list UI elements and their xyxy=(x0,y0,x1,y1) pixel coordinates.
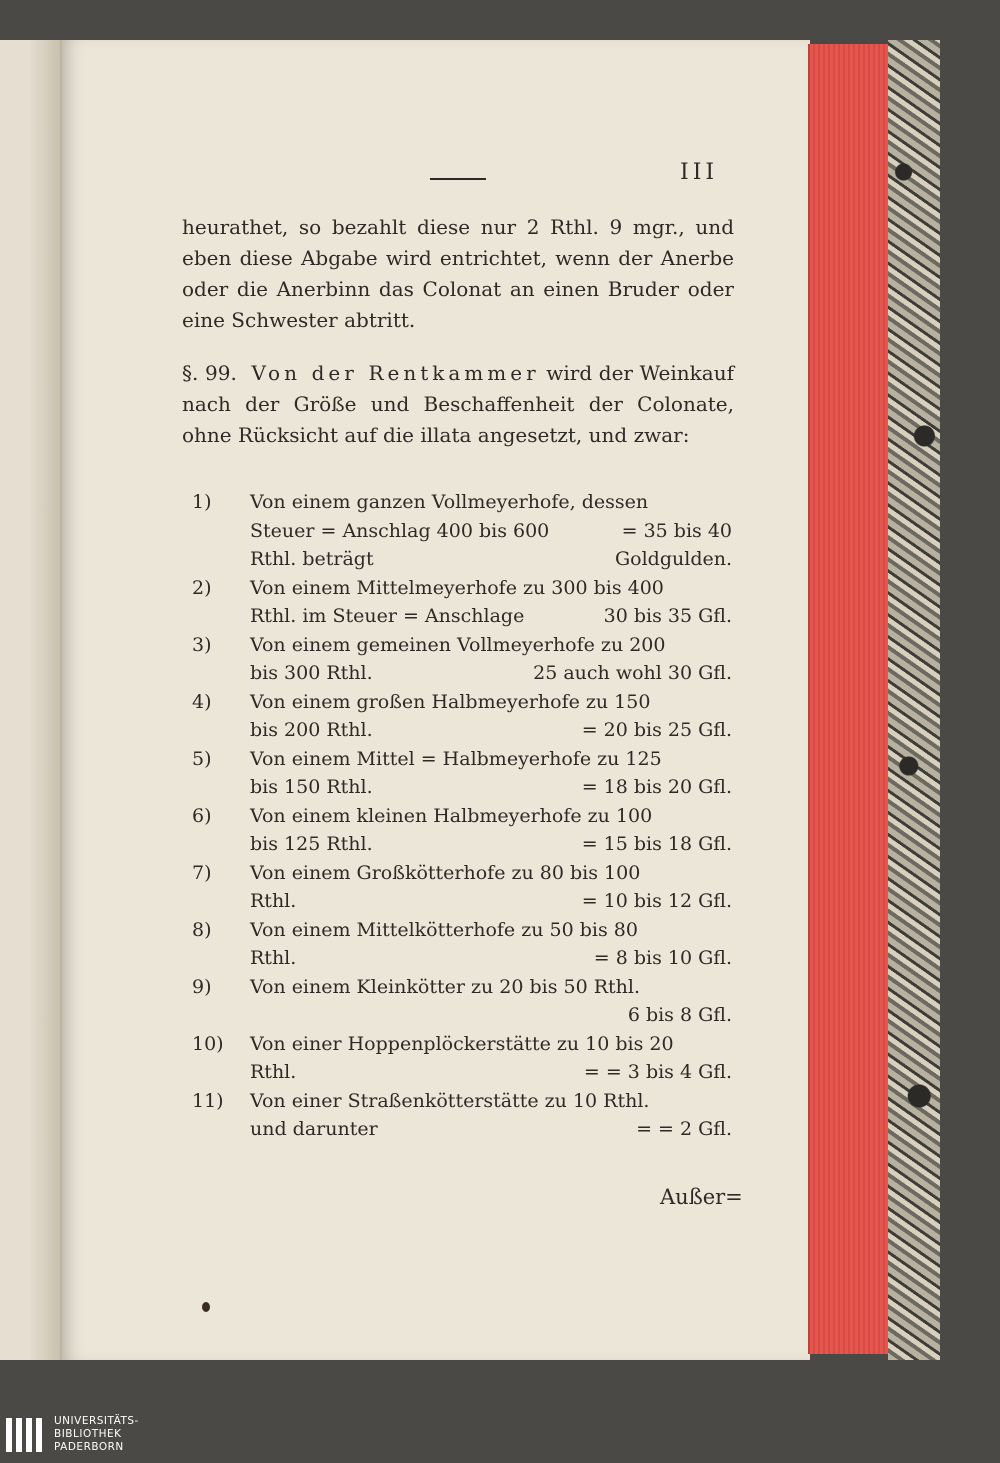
logo-line-3: PADERBORN xyxy=(54,1441,124,1453)
list-item-number: 10) xyxy=(192,1032,224,1055)
list-item-fee: = 20 bis 25 Gfl. xyxy=(581,719,732,741)
list-item-line-2 xyxy=(250,1058,732,1087)
list-item xyxy=(192,745,732,802)
list-item-line-2 xyxy=(250,602,732,631)
list-item xyxy=(192,1087,732,1144)
list-item-number: 7) xyxy=(192,861,212,884)
list-item-line: Von einem kleinen Halbmeyerhofe zu 100 xyxy=(250,804,653,827)
list-item-fee: 6 bis 8 Gfl. xyxy=(627,1004,732,1026)
list-item xyxy=(192,1030,732,1087)
page-number: III xyxy=(680,160,719,185)
list-item-fee: = 18 bis 20 Gfl. xyxy=(581,776,732,798)
list-item-description: Rthl. xyxy=(250,947,297,969)
list-item-line-2 xyxy=(250,659,732,688)
spaced-heading: Von der Rentkammer xyxy=(251,361,540,385)
list-item-line: Von einer Hoppenplöckerstätte zu 10 bis 20 xyxy=(250,1032,674,1055)
paragraph-section-99 xyxy=(182,358,734,451)
paragraph-text: wird der Weinkauf nach der Größe und Beschaffenheit der Colonate, ohne Rücksicht auf die illata angesetzt, und zwar: xyxy=(182,361,734,447)
list-item xyxy=(192,916,732,973)
header-rule xyxy=(430,178,486,180)
list-item-number: 11) xyxy=(192,1089,224,1112)
list-item-description: und darunter xyxy=(250,1118,378,1140)
list-item xyxy=(192,488,732,574)
left-page-gutter xyxy=(30,40,60,1360)
fee-list xyxy=(192,488,732,1144)
list-item-number: 2) xyxy=(192,576,212,599)
red-page-edges xyxy=(808,44,890,1354)
list-item-line: Von einem Mittel = Halbmeyerhofe zu 125 xyxy=(250,747,662,770)
library-logo-icon xyxy=(6,1418,46,1452)
book-page xyxy=(62,40,810,1360)
section-number: §. 99. xyxy=(182,361,237,385)
library-logo-text xyxy=(54,1415,139,1454)
list-item-fee: = 15 bis 18 Gfl. xyxy=(581,833,732,855)
list-item-line: Von einer Straßenkötterstätte zu 10 Rthl. xyxy=(250,1089,650,1112)
list-item-number: 4) xyxy=(192,690,212,713)
list-item-line-2 xyxy=(250,1115,732,1144)
marbled-cover xyxy=(888,40,940,1360)
list-item xyxy=(192,859,732,916)
list-item-description: Rthl. xyxy=(250,890,297,912)
list-item-line: Von einem gemeinen Vollmeyerhofe zu 200 xyxy=(250,633,666,656)
list-item-description: bis 150 Rthl. xyxy=(250,776,373,798)
list-item-number: 6) xyxy=(192,804,212,827)
list-item-description: bis 125 Rthl. xyxy=(250,833,373,855)
list-item-fee: = 10 bis 12 Gfl. xyxy=(581,890,732,912)
footer-bar xyxy=(0,1408,1000,1463)
list-item-line-2 xyxy=(250,1001,732,1030)
list-item-number: 3) xyxy=(192,633,212,656)
list-item-description: Steuer = Anschlag 400 bis 600 Rthl. beträgt xyxy=(250,519,550,570)
list-item-fee: 30 bis 35 Gfl. xyxy=(603,605,732,627)
list-item-line-2 xyxy=(250,944,732,973)
list-item-fee: = 8 bis 10 Gfl. xyxy=(593,947,732,969)
list-item-number: 9) xyxy=(192,975,212,998)
list-item-fee: = 35 bis 40 Goldgulden. xyxy=(614,519,732,570)
background-strip xyxy=(940,0,1000,1463)
logo-line-1: UNIVERSITÄTS- xyxy=(54,1415,139,1427)
list-item xyxy=(192,802,732,859)
list-item-fee: = = 3 bis 4 Gfl. xyxy=(583,1061,732,1083)
logo-line-2: BIBLIOTHEK xyxy=(54,1428,122,1440)
list-item-line-2 xyxy=(250,716,732,745)
list-item-description: bis 300 Rthl. xyxy=(250,662,373,684)
list-item xyxy=(192,574,732,631)
list-item-line-2 xyxy=(250,517,732,574)
list-item-line-2 xyxy=(250,830,732,859)
list-item-line: Von einem Mittelkötterhofe zu 50 bis 80 xyxy=(250,918,638,941)
list-item xyxy=(192,973,732,1030)
catchword: Außer= xyxy=(660,1185,743,1209)
list-item-line: Von einem großen Halbmeyerhofe zu 150 xyxy=(250,690,651,713)
list-item-line: Von einem Mittelmeyerhofe zu 300 bis 400 xyxy=(250,576,664,599)
list-item xyxy=(192,688,732,745)
ink-spot xyxy=(202,1302,210,1312)
list-item-line-2 xyxy=(250,773,732,802)
list-item-line: Von einem ganzen Vollmeyerhofe, dessen xyxy=(250,491,649,513)
list-item-number: 8) xyxy=(192,918,212,941)
list-item-description: Rthl. xyxy=(250,1061,297,1083)
list-item-number: 1) xyxy=(192,491,212,513)
list-item-line: Von einem Kleinkötter zu 20 bis 50 Rthl. xyxy=(250,975,641,998)
list-item-line: Von einem Großkötterhofe zu 80 bis 100 xyxy=(250,861,641,884)
list-item xyxy=(192,631,732,688)
list-item-description: bis 200 Rthl. xyxy=(250,719,373,741)
list-item-fee: 25 auch wohl 30 Gfl. xyxy=(533,662,732,684)
list-item-description: Rthl. im Steuer = Anschlage xyxy=(250,605,525,627)
list-item-number: 5) xyxy=(192,747,212,770)
list-item-line-2 xyxy=(250,887,732,916)
paragraph-continuation: heurathet, so bezahlt diese nur 2 Rthl. 9 mgr., und eben diese Abgabe wird entrichtet, wenn der Anerbe oder die Anerbinn das Colonat an einen Bruder oder eine Schwester abtritt. xyxy=(182,215,734,332)
list-item-fee: = = 2 Gfl. xyxy=(636,1118,732,1140)
